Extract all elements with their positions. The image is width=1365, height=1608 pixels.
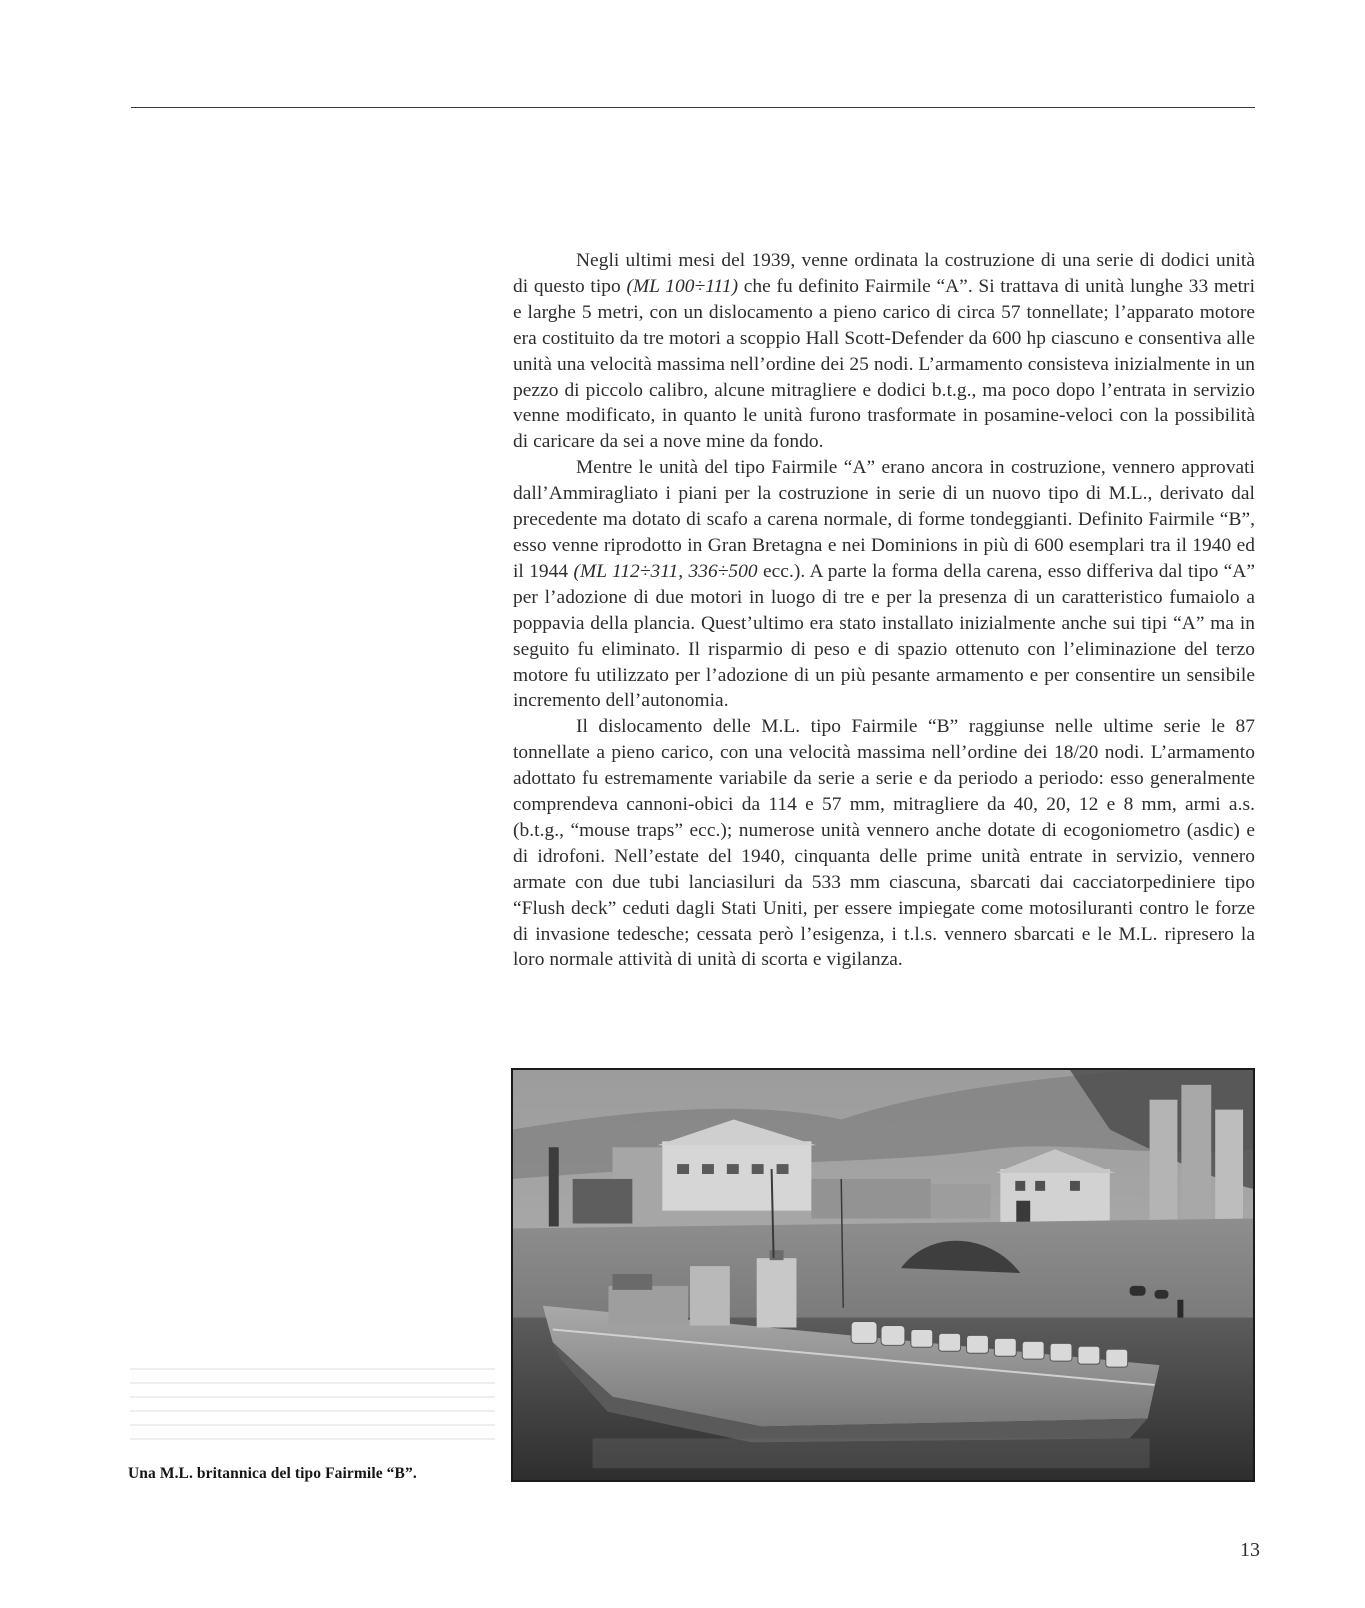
motor-launch-photo: [511, 1068, 1255, 1482]
paragraph-2-text-a: Mentre le unità del tipo Fairmile “A” erano ancora in costruzione, vennero approvati dall’Ammiragliato i piani per la costruzione in serie di un nuovo tipo di M.L., derivato dal precedente ma dotato di scafo a carena normale, di forme tondeggianti. Definito Fairmile “B”, esso venne riprodotto in Gran Bretagna e nei Dominions in più di 600 esemplari tra il 1940 ed il 1944: [513, 457, 1255, 582]
paragraph-2: [513, 455, 1255, 714]
paragraph-1-unit-range: (ML 100÷111): [626, 275, 739, 297]
silo-2: [1181, 1085, 1211, 1229]
shed-dark: [573, 1179, 633, 1224]
paragraph-2-unit-range: (ML 112÷311, 336÷500: [573, 560, 758, 582]
silo-3: [1215, 1110, 1243, 1229]
harbor-scene-image: [513, 1070, 1253, 1480]
chimney: [549, 1147, 559, 1226]
body-text: [513, 248, 1255, 973]
bridge: [690, 1266, 730, 1325]
photo-caption: Una M.L. britannica del tipo Fairmile “B”.: [128, 1465, 417, 1482]
silo-1: [1150, 1100, 1178, 1229]
wheelhouse: [608, 1286, 688, 1326]
warehouse-1: [662, 1141, 811, 1210]
header-rule: [131, 107, 1255, 108]
paragraph-1-text-a: Negli ultimi mesi del 1939, venne ordinata la costruzione di una serie di dodici unità di questo tipo: [513, 250, 1255, 297]
paragraph-1: [513, 248, 1255, 455]
paragraph-2-text-b: ecc.). A parte la forma della carena, esso differiva dal tipo “A” per l’adozione di due motori in luogo di tre e per la presenza di un caratteristico fumaiolo a poppavia della plancia. Quest’ultimo era stato installato inizialmente anche sui tipi “A” ma in seguito fu eliminato. Il risparmio di peso e di spazio ottenuto con l’eliminazione del terzo motore fu utilizzato per l’adozione di un più pesante armamento e per consentire un sensibile incremento dell’autonomia.: [513, 560, 1256, 712]
funnel: [757, 1258, 797, 1327]
paragraph-3: [513, 714, 1255, 973]
paragraph-3-text: Il dislocamento delle M.L. tipo Fairmile “B” raggiunse nelle ultime serie le 87 tonnellate a pieno carico, con una velocità massima nell’ordine dei 18/20 nodi. L’armamento adottato fu estremamente variabile da serie a serie e da periodo a periodo: esso generalmente comprendeva cannoni-obici da 114 e 57 mm, mitragliere da 40, 20, 12 e 8 mm, armi a.s. (b.t.g., “mouse traps” ecc.); numerose unità vennero anche dotate di ecogoniometro (asdic) e di idrofoni. Nell’estate del 1940, cinquanta delle prime unità entrate in servizio, vennero armate con due tubi lanciasiluri da 533 mm ciascuna, sbarcati dai cacciatorpediniere tipo “Flush deck” ceduti dagli Stati Uniti, per essere impiegate come motosiluranti contro le forze di invasione tedesche; cessata però l’esigenza, i t.l.s. vennero sbarcati e le M.L. ripresero la loro normale attività di unità di scorta e vigilanza.: [513, 716, 1255, 971]
page-number: 13: [1240, 1539, 1260, 1561]
paragraph-1-text-b: che fu definito Fairmile “A”. Si trattava di unità lunghe 33 metri e larghe 5 metri, con un dislocamento a pieno carico di circa 57 tonnellate; l’apparato motore era costituito da tre motori a scoppio Hall Scott-Defender da 600 hp ciascuno e consentiva alle unità una velocità massima nell’ordine dei 25 nodi. L’armamento consisteva inizialmente in un pezzo di piccolo calibro, alcune mitragliere e dodici b.t.g., ma poco dopo l’entrata in servizio venne modificato, in quanto le unità furono trasformate in posamine-veloci con la possibilità di caricare da sei a nove mine da fondo.: [513, 275, 1256, 453]
bleed-through-text: [130, 1368, 495, 1453]
